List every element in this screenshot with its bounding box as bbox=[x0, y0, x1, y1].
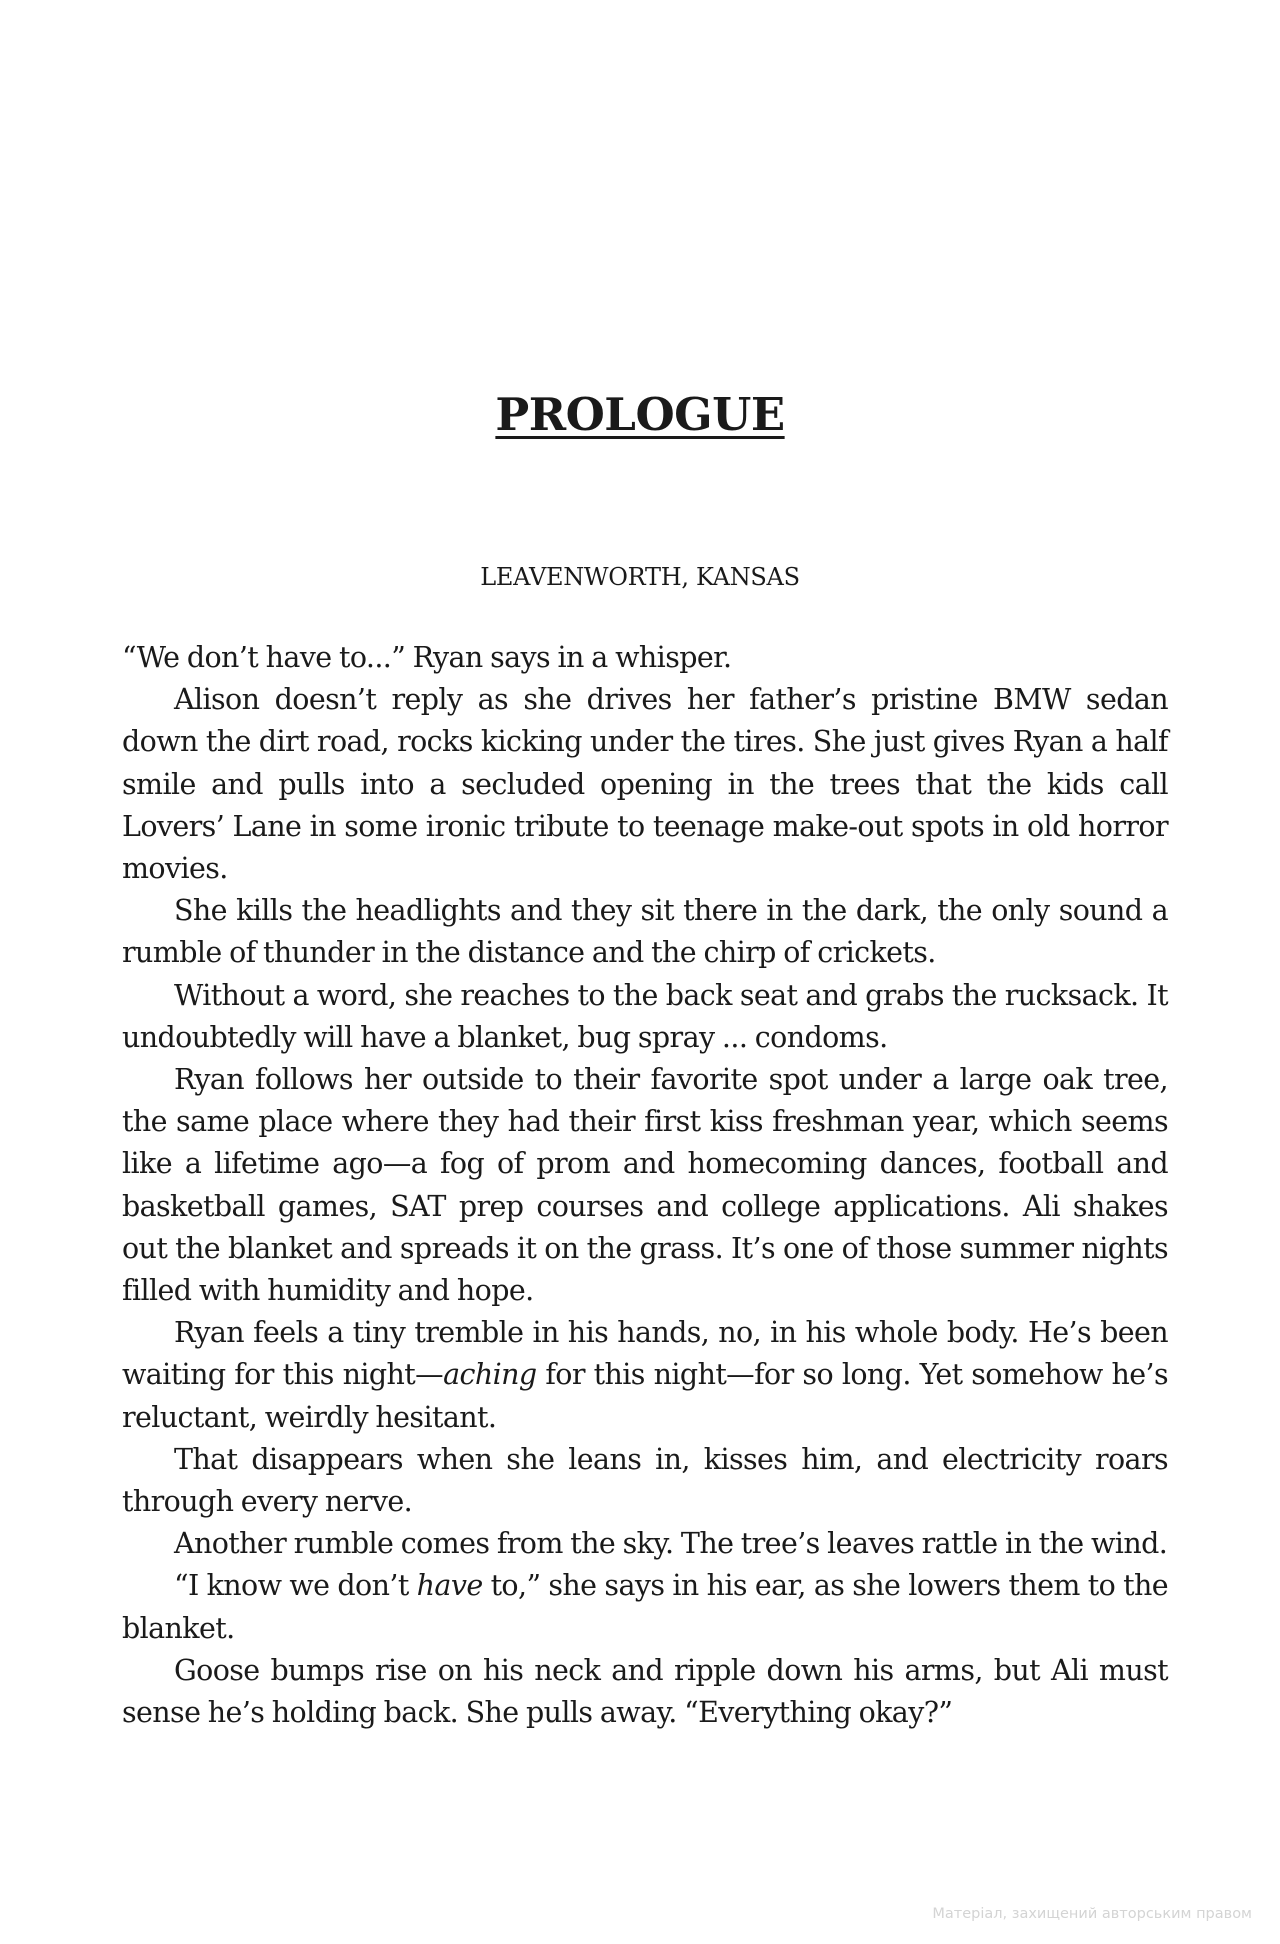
paragraph-text: for this night—for so long. Yet somehow he’s reluctant, weirdly hesitant. bbox=[122, 1358, 1169, 1434]
paragraph bbox=[122, 1439, 1168, 1523]
paragraph-text: Ryan feels a tiny tremble in his hands, no, in his whole body. He’s been waiting for this night— bbox=[122, 1316, 1168, 1392]
paragraph bbox=[122, 1650, 1168, 1734]
paragraph-text: Ryan follows her outside to their favorite spot under a large oak tree, the same place where they had their first kiss freshman year, which seems like a lifetime ago—a fog of prom and homecoming dances, football and basketball games, SAT prep courses and college applications. Ali shakes out the blanket and spreads it on the grass. It’s one of those summer nights filled with humidity and hope. bbox=[122, 1063, 1168, 1308]
paragraph-text: Without a word, she reaches to the back seat and grabs the rucksack. It undoubtedly will have a blanket, bug spray ... condoms. bbox=[122, 978, 1168, 1054]
copyright-watermark: Матеріал, захищений авторським правом bbox=[932, 1906, 1252, 1922]
paragraph bbox=[122, 679, 1168, 890]
paragraph bbox=[122, 1312, 1168, 1439]
paragraph-text: Another rumble comes from the sky. The tree’s leaves rattle in the wind. bbox=[174, 1527, 1168, 1561]
body-text bbox=[122, 637, 1168, 1734]
paragraph bbox=[122, 637, 1168, 679]
paragraph-text: Goose bumps rise on his neck and ripple down his arms, but Ali must sense he’s holding back. She pulls away. “Everything okay?” bbox=[122, 1653, 1168, 1730]
paragraph bbox=[122, 890, 1168, 974]
paragraph-text: “I know we don’t bbox=[174, 1569, 417, 1603]
chapter-location: LEAVENWORTH, KANSAS bbox=[480, 563, 800, 591]
paragraph bbox=[122, 975, 1168, 1059]
paragraph bbox=[122, 1523, 1168, 1565]
paragraph-text: to,” she says in his ear, as she lowers them to the blanket. bbox=[122, 1569, 1169, 1645]
emphasized-text: have bbox=[416, 1569, 483, 1603]
paragraph-text: “We don’t have to...” Ryan says in a whisper. bbox=[122, 641, 732, 674]
paragraph-text: Alison doesn’t reply as she drives her father’s pristine BMW sedan down the dirt road, rocks kicking under the tires. She just gives Ryan a half smile and pulls into a secluded opening in the trees that the kids call Lovers’ Lane in some ironic tribute to teenage make-out spots in old horror movies. bbox=[122, 683, 1168, 886]
chapter-title: PROLOGUE bbox=[495, 388, 785, 441]
paragraph-text: That disappears when she leans in, kisses him, and electricity roars through every nerve. bbox=[122, 1442, 1168, 1519]
paragraph bbox=[122, 1565, 1168, 1649]
paragraph-text: She kills the headlights and they sit there in the dark, the only sound a rumble of thunder in the distance and the chirp of crickets. bbox=[122, 894, 1168, 970]
paragraph bbox=[122, 1059, 1168, 1312]
emphasized-text: aching bbox=[443, 1358, 537, 1392]
